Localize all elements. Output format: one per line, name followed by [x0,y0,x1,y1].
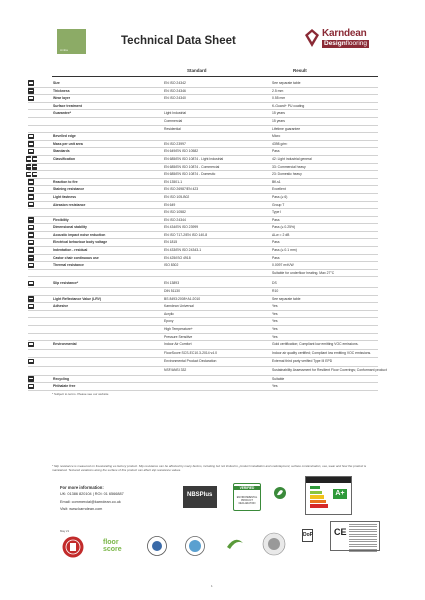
leaf-certification-icon [273,486,287,504]
standard-cell: Epoxy [164,319,174,324]
property-name: Wear layer [53,96,71,101]
table-row [28,95,378,103]
standard-cell: EN ISO 26987/EN 423 [164,187,199,192]
result-cell: Yes [272,304,278,309]
property-name: Bevelled edge [53,134,76,139]
brand-name: Karndean [322,28,367,39]
result-cell: 0.0097 m²K/W [272,263,294,268]
standard-cell: EN ISO 24344 [164,217,186,222]
ce-mark: CE [334,527,347,537]
property-icon [28,88,34,94]
result-cell: Yes [272,327,278,331]
table-row [28,133,378,141]
table-row [28,80,378,88]
property-icon [26,156,37,162]
result-cell: Sustainability Assessment for Resilient Floor Coverings; Conformant product [272,367,387,372]
table-row [28,358,378,367]
table-row [28,270,378,278]
property-name: Abrasion resistance [53,202,86,207]
table-row [28,126,378,134]
standard-cell: EN ISO 24342 [164,81,186,85]
page-number: 1 [211,584,213,588]
property-icon [28,141,34,147]
standard-cell: EN 1815 [164,240,178,245]
table-row [28,179,378,187]
result-cell: 33: Commercial heavy [272,164,306,169]
property-icon [28,225,34,231]
result-cell: Pass (≤ 0.1 mm) [272,248,297,253]
epd-verified-badge: VERIFIED ENVIRONMENTAL PRODUCT DECLARATION [233,483,261,511]
property-icon [28,96,34,102]
contact-email[interactable]: Email: commercial@karndean.co.uk [60,499,121,504]
result-cell: 15 years [272,118,286,123]
contact-website[interactable]: Visit: www.karndean.com [60,507,103,512]
svg-text:score: score [103,546,122,553]
table-row [28,247,378,255]
contact-title: For more information: [60,485,104,490]
property-icon [28,304,34,310]
property-name: Flexibility [53,217,69,222]
result-cell: Bfl-s1 [272,179,281,184]
property-icon [28,247,34,253]
table-row [28,232,378,240]
result-cell: Yes [272,384,278,389]
result-cell: Lifetime guarantee [272,126,301,131]
nsf-seal-icon [185,536,205,556]
table-row [28,186,378,194]
result-cell: Pass (≤ 0.25%) [272,225,296,230]
property-name: Surface treatment [53,103,82,108]
emissions-label-badge: A+ [305,476,352,515]
round-seal-icon [147,536,167,556]
property-icon [26,164,37,170]
result-cell: Yes [272,311,278,316]
table-row [28,318,378,326]
standard-cell: EN ISO 717-2/EN ISO 140-8 [164,232,208,237]
property-icon [28,240,34,246]
standard-cell: ISO 8302 [164,263,179,268]
property-name: Electrical behaviour body voltage [53,240,108,245]
property-name: Indentation - residual [53,248,88,253]
table-row [28,350,378,359]
table-row [28,341,378,350]
standard-cell: FloorScore SCS-EC10.3-2014 v4.0 [164,350,217,355]
table-row [28,367,387,376]
table-row [28,209,378,217]
standard-cell: Commercial [164,118,183,123]
property-name: Environmental [53,342,77,347]
result-cell: Indoor air quality certified; Compliant low emitting VOC emissions. [272,350,372,355]
standard-cell: Residential [164,126,181,131]
ce-marking-box [330,521,380,551]
property-icon [26,172,37,178]
result-cell: Type I [272,210,282,215]
property-name: Phthalate free [53,384,76,389]
standard-cell: EN ISO 105-B02 [164,194,190,199]
property-icon [28,179,34,185]
standard-cell: EN ISO 24340 [164,96,186,101]
table-row [28,326,378,334]
result-cell: ΔLw = 2 dB [272,232,290,237]
karndean-logo [305,27,375,51]
property-name: Staining resistance [53,187,85,192]
result-cell: Pass (≥ 6) [272,194,288,199]
table-row [28,103,378,111]
table-row [28,296,378,304]
standard-cell: Environmental Product Declaration [164,359,217,364]
dop-badge: DoP [302,529,313,542]
property-icon [28,376,34,382]
standard-cell: EN 433/EN ISO 24343-1 [164,248,202,253]
property-icon [28,281,34,287]
property-name: Thickness [53,88,70,93]
diamond-logo-icon [305,29,319,47]
brand-color-tab [57,29,86,54]
page-title: Technical Data Sheet [121,35,236,47]
tab-label: Amba [60,48,68,52]
property-icon [28,263,34,269]
result-cell: 42: Light industrial general [272,156,312,161]
standard-cell: EN 685/EN ISO 10874 - Light Industrial [164,156,224,161]
table-row [28,217,378,225]
slip-note: * Slip resistance is measured on freestanding ex-factory product. Slip resistance can be affected by many factors, including but not limited to, product installation and underlayment, surface contamination, use, wear and how the product is maintained. Textured variations along the surface of this product can affect slip resistance values. [52,464,367,473]
result-cell: Pass [272,240,280,245]
contact-block [60,484,124,514]
result-cell: Gold certification; Compliant low emitting VOC emissions. [272,342,359,347]
header-divider [52,76,378,77]
property-name: Guarantee* [53,111,72,116]
standard-cell: Indoor Air Comfort [164,342,192,347]
property-name: Recycling [53,376,70,381]
table-row [28,202,378,210]
table-row [28,262,378,270]
table-row [28,156,378,164]
table-row [28,141,378,149]
result-cell: See separate table [272,296,301,301]
property-icon [28,202,34,208]
property-icon [28,187,34,193]
table-row [28,334,378,342]
table-row [28,148,378,156]
table-row [28,311,378,319]
table-row [28,376,378,384]
result-cell: 23: Domestic heavy [272,172,302,177]
property-icon [28,255,34,261]
result-cell: 15 years [272,111,286,116]
column-header-standard: Standard [187,68,207,73]
property-icon [28,80,34,86]
property-name: Dimensional stability [53,225,87,230]
table-row [28,88,378,96]
property-icon [28,384,34,390]
property-name: Light Reflectance Value (LRV) [53,296,101,301]
table-row [28,171,378,179]
standard-cell: DIN 51130 [164,289,180,294]
property-name: Reaction to fire [53,179,78,184]
table-row [28,383,378,391]
property-name: Classification [53,156,76,161]
property-icon [28,232,34,238]
result-cell: See separate table [272,81,301,85]
property-name: Thermal resistance [53,263,84,268]
floorscore-icon [101,536,133,554]
footnote: * Subject to terms. Please see our website [52,391,109,396]
property-name: Size [53,81,60,85]
property-icon [28,342,34,348]
standard-cell: EN 685/EN ISO 10874 - Domestic [164,172,216,177]
table-row [28,194,378,202]
property-icon [28,359,34,365]
brand-subtitle: Designflooring [324,40,367,47]
standard-cell: EN 13501-1 [164,179,183,184]
standard-cell: Pressure Sensitive [164,334,193,339]
red-seal-icon [62,536,84,558]
nbsplus-badge: NBSPlus [183,486,217,508]
standard-cell: Acrylic [164,311,174,316]
property-icon [28,149,34,155]
property-name: Acoustic impact noise reduction [53,232,106,237]
result-cell: Group T [272,202,285,207]
result-cell: 0.55 mm [272,96,286,101]
standard-cell: High Temperature+ [164,327,193,331]
result-cell: Pass [272,217,280,222]
table-row [28,288,378,296]
result-cell: External third party verified Type III EPD [272,359,333,364]
standard-cell: Light Industrial [164,111,187,116]
table-row [28,255,378,263]
spec-table [28,80,387,391]
standard-cell: EN 434/EN ISO 23999 [164,225,199,230]
result-cell: Micro [272,134,281,139]
table-row [28,303,378,311]
result-cell: 4398 g/m² [272,141,288,146]
date-code: May 21 [60,529,70,533]
table-row [28,110,378,118]
standard-cell: NSF/ANSI 332 [164,367,187,372]
standard-cell: EN 425/ISO 4918 [164,255,191,260]
property-name: Adhesive [53,304,69,309]
standard-cell: EN 13893 [164,281,180,286]
standard-cell: EN ISO 24346 [164,88,186,93]
table-row [28,164,378,172]
standard-cell: EN 649/EN ISO 10582 [164,149,199,154]
standard-cell: EN ISO 10582 [164,210,186,215]
result-cell: R10 [272,289,279,294]
property-name: Castor chair continuous use [53,255,99,260]
result-cell: DS [272,281,277,286]
property-icon [28,194,34,200]
result-cell: Yes [272,334,278,339]
result-cell: Pass [272,255,280,260]
standard-cell: EN 649 [164,202,176,207]
table-row [28,224,378,232]
property-icon [28,134,34,140]
property-name: Light fastness [53,194,76,199]
property-icon [28,296,34,302]
svg-text:floor: floor [103,539,119,546]
swirl-logo-icon [224,535,246,553]
property-name: Slip resistance* [53,281,79,286]
standard-cell: EN 685/EN ISO 10874 - Commercial [164,164,220,169]
column-header-result: Result [293,68,307,73]
property-name: Mass per unit area [53,141,83,146]
result-cell: Suitable [272,376,285,381]
contact-phone: UK: 01386 820104 | ROI: 01 6566887 [60,492,124,497]
result-cell: Yes [272,319,278,324]
result-cell: Suitable for underfloor heating. Max 27°C [272,270,335,275]
property-name: Standards [53,149,70,154]
result-cell: K-Guard+ PU coating [272,103,305,108]
result-cell: Excellent [272,187,286,192]
standard-cell: EN ISO 23997 [164,141,186,146]
result-cell: 2.5 mm [272,88,284,93]
standard-cell: BS 8493:2008+A1:2010 [164,296,201,301]
standard-cell: Karndean Universal [164,304,194,309]
property-icon [28,217,34,223]
table-row [28,118,378,126]
sgs-seal-icon [262,532,286,556]
result-cell: Pass [272,149,280,154]
table-row [28,239,378,247]
table-row [28,280,378,288]
